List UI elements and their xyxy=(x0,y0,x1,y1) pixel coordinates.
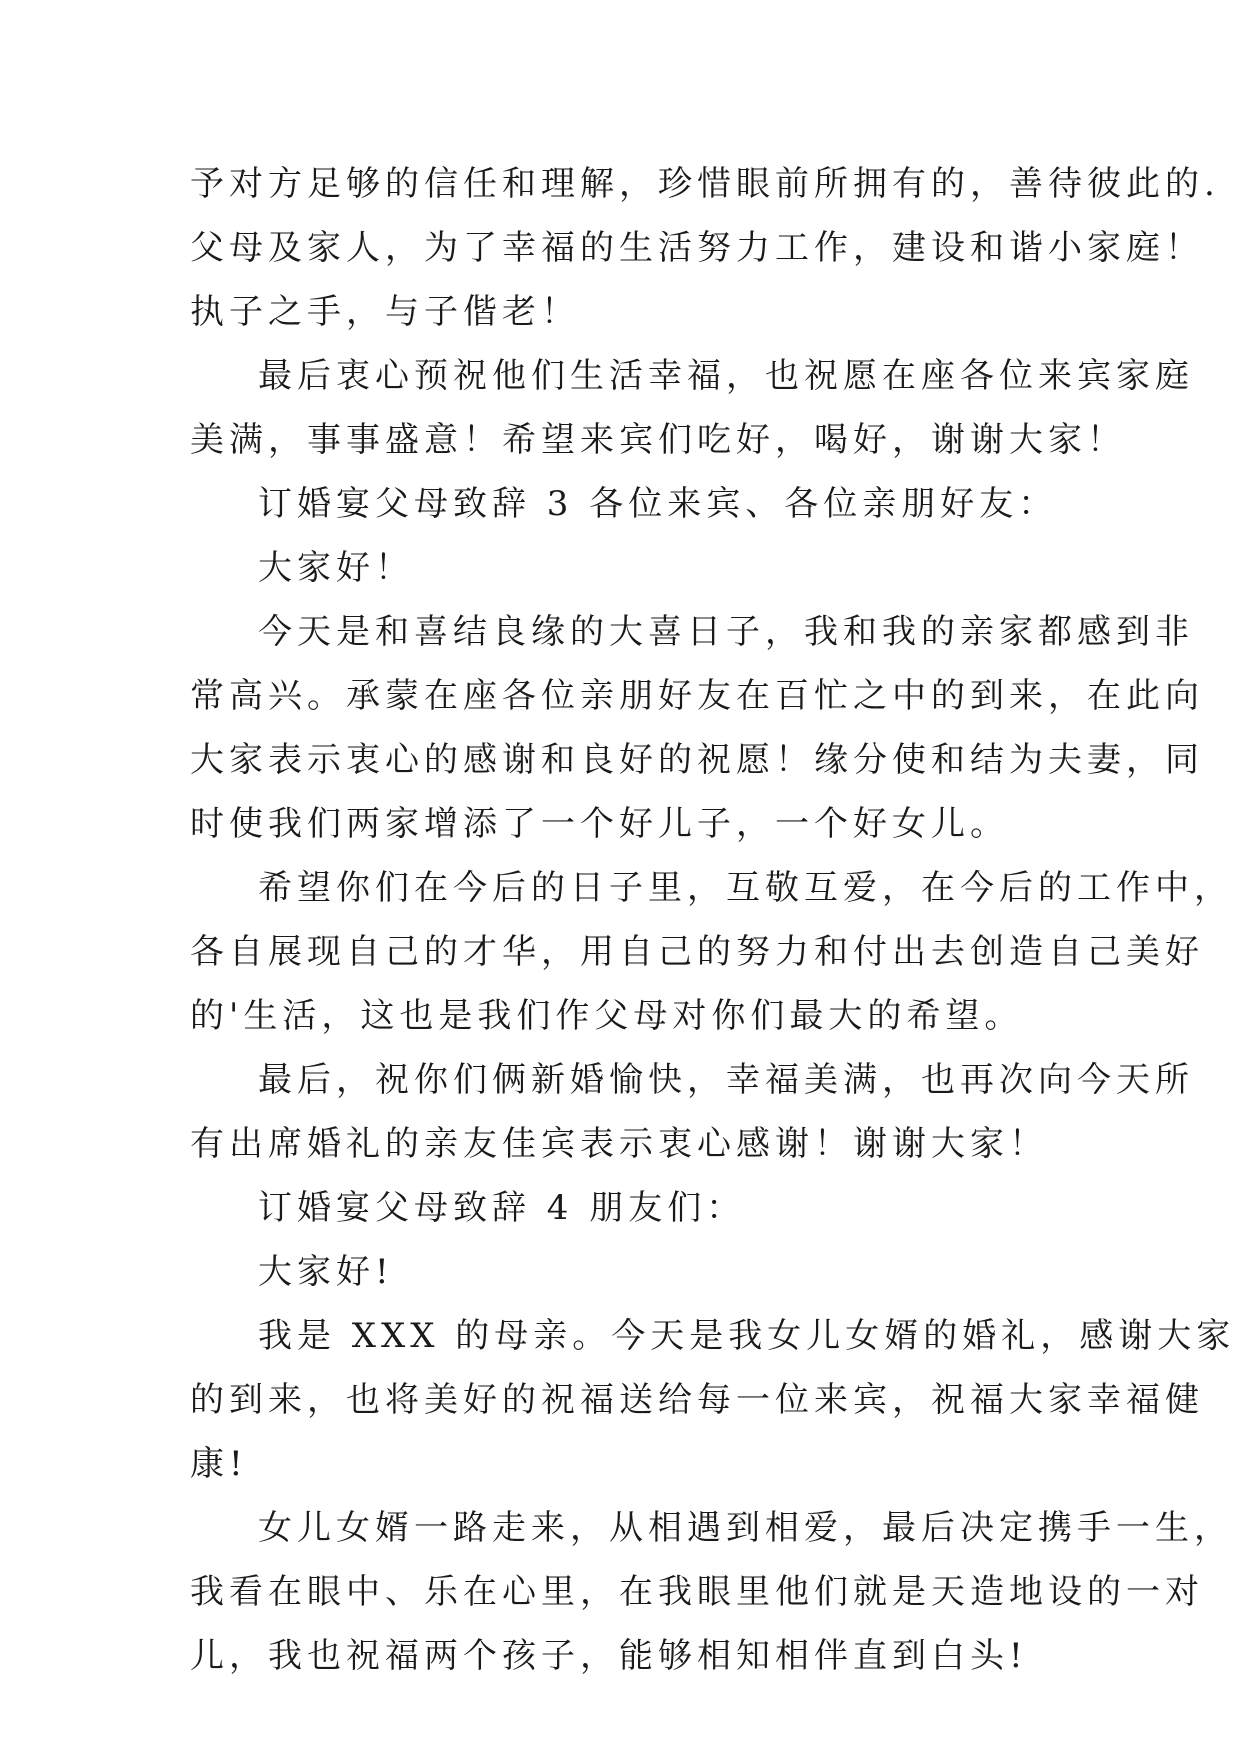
text-line: 希望你们在今后的日子里，互敬互爱，在今后的工作中， xyxy=(258,868,1233,908)
text-line: 的'生活，这也是我们作父母对你们最大的希望。 xyxy=(190,996,1024,1036)
text-line: 予对方足够的信任和理解，珍惜眼前所拥有的，善待彼此的. xyxy=(190,164,1220,204)
text-line: 美满，事事盛意！希望来宾们吃好，喝好，谢谢大家！ xyxy=(190,420,1126,460)
text-line: 儿，我也祝福两个孩子，能够相知相伴直到白头! xyxy=(190,1636,1028,1676)
text-line: 康! xyxy=(190,1444,248,1484)
text-line: 最后衷心预祝他们生活幸福，也祝愿在座各位来宾家庭 xyxy=(258,356,1194,396)
text-line: 父母及家人，为了幸福的生活努力工作，建设和谐小家庭！ xyxy=(190,228,1204,268)
text-line: 今天是和喜结良缘的大喜日子，我和我的亲家都感到非 xyxy=(258,612,1194,652)
text-line: 大家表示衷心的感谢和良好的祝愿！缘分使和结为夫妻，同 xyxy=(190,740,1204,780)
greeting-line: 大家好！ xyxy=(258,548,414,588)
text-line: 常高兴。承蒙在座各位亲朋好友在百忙之中的到来，在此向 xyxy=(190,676,1204,716)
text-line: 我是 XXX 的母亲。今天是我女儿女婿的婚礼，感谢大家 xyxy=(258,1316,1236,1356)
text-line: 有出席婚礼的亲友佳宾表示衷心感谢！谢谢大家！ xyxy=(190,1124,1048,1164)
text-line: 我看在眼中、乐在心里，在我眼里他们就是天造地设的一对 xyxy=(190,1572,1204,1612)
text-line: 的到来，也将美好的祝福送给每一位来宾，祝福大家幸福健 xyxy=(190,1380,1204,1420)
text-line: 最后，祝你们俩新婚愉快，幸福美满，也再次向今天所 xyxy=(258,1060,1194,1100)
text-line: 时使我们两家增添了一个好儿子，一个好女儿。 xyxy=(190,804,1009,844)
greeting-line: 大家好! xyxy=(258,1252,394,1292)
text-line: 执子之手，与子偕老！ xyxy=(190,292,580,332)
section-heading: 订婚宴父母致辞 4 朋友们： xyxy=(258,1188,746,1228)
text-line: 各自展现自己的才华，用自己的努力和付出去创造自己美好 xyxy=(190,932,1204,972)
section-heading: 订婚宴父母致辞 3 各位来宾、各位亲朋好友： xyxy=(258,484,1058,524)
text-line: 女儿女婿一路走来，从相遇到相爱，最后决定携手一生， xyxy=(258,1508,1233,1548)
